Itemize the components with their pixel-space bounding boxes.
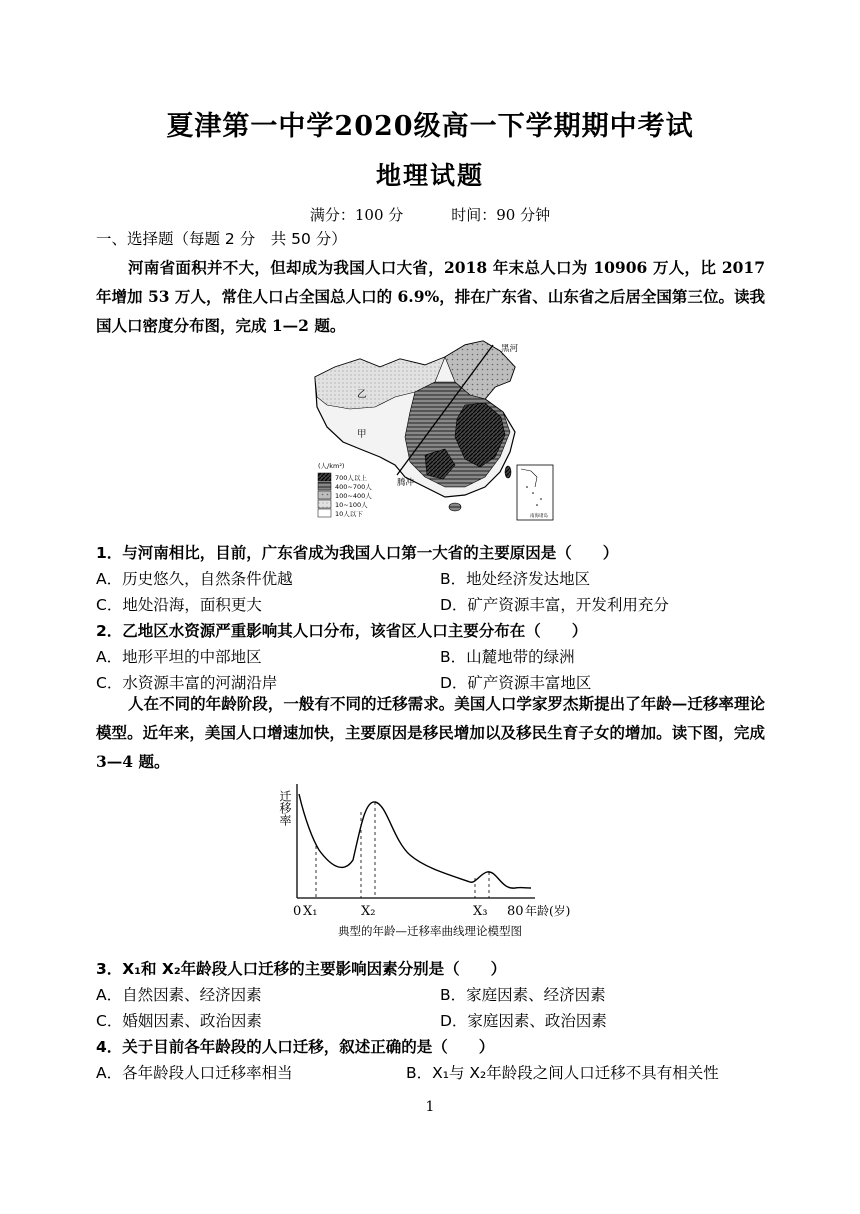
svg-text:100~400人: 100~400人	[335, 492, 372, 500]
label-yi: 乙	[357, 389, 367, 400]
q2-option-a: A．地形平坦的中部地区	[96, 648, 262, 666]
score-text: 满分：100 分	[309, 206, 404, 224]
svg-text:(人/km²): (人/km²)	[318, 462, 345, 470]
exam-title: 夏津第一中学2020级高一下学期期中考试	[166, 111, 694, 142]
q1-option-b: B．地处经济发达地区	[440, 570, 591, 588]
q3-option-b: B．家庭因素、经济因素	[440, 986, 606, 1004]
passage-1: 河南省面积并不大，但却成为我国人口大省，2018 年末总人口为 10906 万人，比 2017 年增加 53 万人，常住人口占全国总人口的 6.9%，排在广东省、山东省之后居全国第三位。读我国人口密度分布图，完成 1—2 题。	[96, 258, 765, 335]
label-jia: 甲	[357, 429, 367, 440]
q3-option-a: A．自然因素、经济因素	[96, 986, 262, 1004]
page-number: 1	[425, 1099, 435, 1115]
q3-option-d: D．家庭因素、政治因素	[440, 1012, 607, 1030]
section-heading: 一、选择题（每题 2 分 共 50 分）	[96, 230, 347, 248]
question-4-stem: 4．关于目前各年龄段的人口迁移，叙述正确的是（ ）	[96, 1038, 495, 1056]
q4-option-a: A．各年龄段人口迁移率相当	[96, 1064, 293, 1082]
passage-2: 人在不同的年龄阶段，一般有不同的迁移需求。美国人口学家罗杰斯提出了年龄—迁移率理论模型。近年来，美国人口增速加快，主要原因是移民增加以及移民生育子女的增加。读下图，完成 3—4 题。	[96, 694, 765, 771]
exam-subtitle: 地理试题	[375, 161, 484, 190]
map-legend	[318, 461, 372, 518]
question-2-stem: 2．乙地区水资源严重影响其人口分布，该省区人口主要分布在（ ）	[96, 622, 588, 640]
chart-caption: 典型的年龄—迁移率曲线理论模型图	[338, 924, 522, 938]
q1-option-c: C．地处沿海，面积更大	[96, 596, 262, 614]
svg-text:400~700人: 400~700人	[335, 483, 372, 491]
q2-option-c: C．水资源丰富的河湖沿岸	[96, 674, 278, 692]
migration-curve	[299, 794, 531, 888]
x-axis-label: 年龄(岁)	[525, 904, 571, 918]
q1-option-a: A．历史悠久，自然条件优越	[96, 570, 293, 588]
tick-0: 0	[293, 904, 302, 919]
svg-text:10人以下: 10人以下	[335, 510, 363, 518]
q2-option-b: B．山麓地带的绿洲	[440, 648, 575, 666]
tick-x1: X₁	[303, 904, 318, 919]
question-1-stem: 1．与河南相比，目前，广东省成为我国人口第一大省的主要原因是（ ）	[96, 544, 619, 562]
time-text: 时间：90 分钟	[451, 206, 551, 224]
q1-option-d: D．矿产资源丰富，开发利用充分	[440, 596, 669, 614]
q3-option-c: C．婚姻因素、政治因素	[96, 1012, 262, 1030]
population-density-map	[305, 337, 555, 527]
south-china-sea-inset	[517, 465, 553, 520]
tick-x3: X₃	[473, 904, 488, 919]
svg-text:南海诸岛: 南海诸岛	[530, 514, 548, 519]
label-heihe: 黑河	[501, 344, 519, 354]
q4-option-b: B．X₁与 X₂年龄段之间人口迁移不具有相关性	[406, 1064, 719, 1082]
svg-text:700人以上: 700人以上	[335, 474, 367, 482]
y-axis-label: 迁移率	[278, 790, 292, 826]
label-tengchong: 腾冲	[397, 478, 415, 488]
q2-option-d: D．矿产资源丰富地区	[440, 674, 592, 692]
exam-meta	[0, 204, 860, 225]
age-migration-chart	[275, 780, 585, 948]
tick-80: 80	[507, 904, 524, 919]
question-3-stem: 3．X₁和 X₂年龄段人口迁移的主要影响因素分别是（ ）	[96, 960, 507, 978]
tick-x2: X₂	[361, 904, 376, 919]
svg-text:10~100人: 10~100人	[335, 501, 368, 509]
